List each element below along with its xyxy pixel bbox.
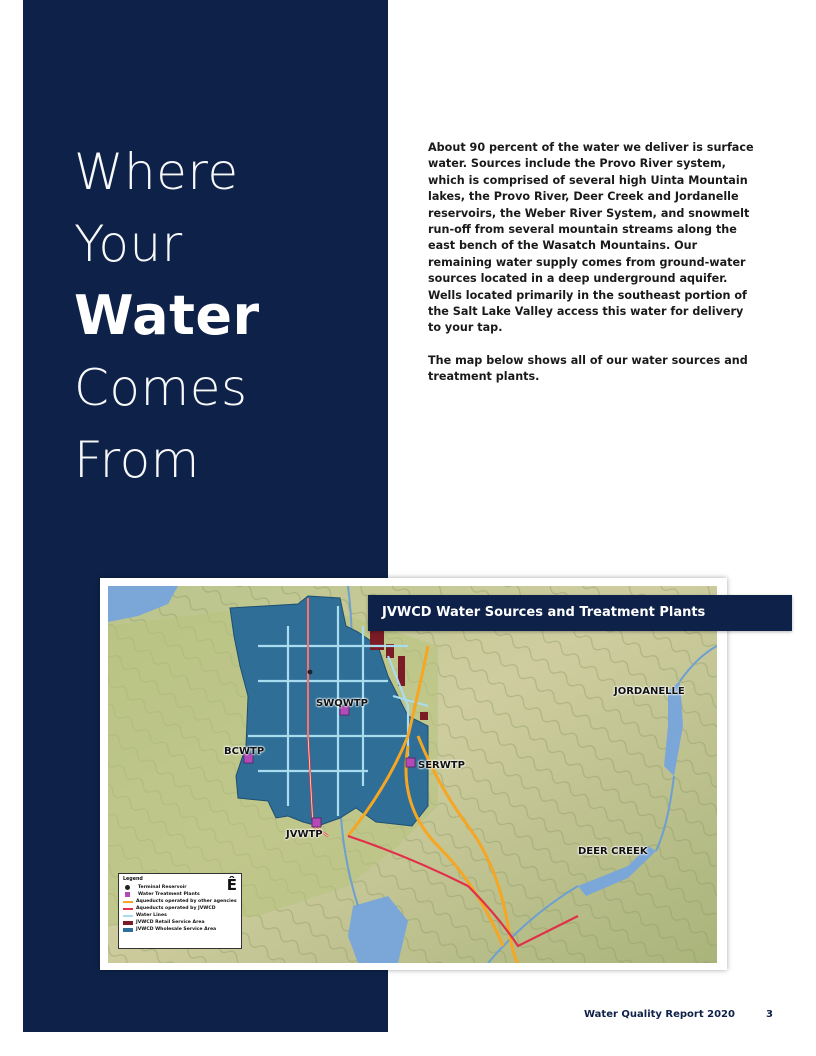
legend-label: JVWCD Retail Service Area xyxy=(136,920,205,925)
aqueduct-other-icon xyxy=(123,901,133,903)
headline-line-where: Where xyxy=(74,143,239,201)
jvwtp-marker xyxy=(312,818,321,827)
retail-area-icon xyxy=(123,921,133,925)
treatment-plant-icon xyxy=(125,892,130,897)
north-arrow-icon: Ê xyxy=(226,876,237,894)
headline-line-water: Water xyxy=(74,284,260,347)
footer-page-number: 3 xyxy=(766,1009,773,1020)
headline-line-your: Your xyxy=(74,215,183,273)
map-legend xyxy=(118,873,242,949)
legend-row xyxy=(123,919,237,926)
map-title: JVWCD Water Sources and Treatment Plants xyxy=(368,595,792,631)
serwtp-marker xyxy=(406,758,415,767)
terminal-reservoir-icon xyxy=(125,885,130,890)
legend-row xyxy=(123,926,237,933)
body-text xyxy=(428,140,758,402)
headline-line-from: From xyxy=(74,431,200,489)
label-swqwtp: SWQWTP xyxy=(316,698,368,709)
legend-row xyxy=(123,898,237,905)
page-headline xyxy=(74,136,260,496)
retail-area-4 xyxy=(420,712,428,720)
label-jvwtp: JVWTP xyxy=(286,829,323,840)
legend-label: Water Treatment Plants xyxy=(138,892,200,897)
headline-line-comes: Comes xyxy=(74,359,248,417)
water-line-icon xyxy=(123,915,133,917)
legend-label: Aqueducts operated by other agencies xyxy=(136,899,237,904)
body-paragraph-1: About 90 percent of the water we deliver is surface water. Sources include the Provo River system, which is comprised of several high Uinta Mountain lakes, the Provo River, Deer Creek and Jordanelle reservoirs, the Weber River System, and snowmelt run-off from several mountain streams along the east bench of the Wasatch Mountains. Our remaining water supply comes from ground-water sources located in a deep underground aquifer. Wells located primarily in the southeast portion of the Salt Lake Valley access this water for delivery to your tap. xyxy=(428,141,754,335)
legend-row xyxy=(123,912,237,919)
body-paragraph-2: The map below shows all of our water sources and treatment plants. xyxy=(428,353,748,384)
label-bcwtp: BCWTP xyxy=(224,746,265,757)
label-deer-creek: DEER CREEK xyxy=(578,846,648,857)
legend-row xyxy=(123,884,237,891)
label-serwtp: SERWTP xyxy=(418,760,465,771)
legend-row xyxy=(123,891,237,898)
legend-title: Legend xyxy=(123,877,143,882)
legend-label: Water Lines xyxy=(136,913,167,918)
aqueduct-jvwcd-icon xyxy=(123,908,133,910)
legend-row xyxy=(123,905,237,912)
legend-label: JVWCD Wholesale Service Area xyxy=(136,927,217,932)
legend-label: Aqueducts operated by JVWCD xyxy=(136,906,216,911)
terminal-reservoir-marker xyxy=(308,670,313,675)
label-jordanelle: JORDANELLE xyxy=(614,686,685,697)
footer-report-title: Water Quality Report 2020 xyxy=(584,1009,735,1020)
wholesale-area-icon xyxy=(123,928,133,932)
legend-label: Terminal Reservoir xyxy=(138,885,187,890)
